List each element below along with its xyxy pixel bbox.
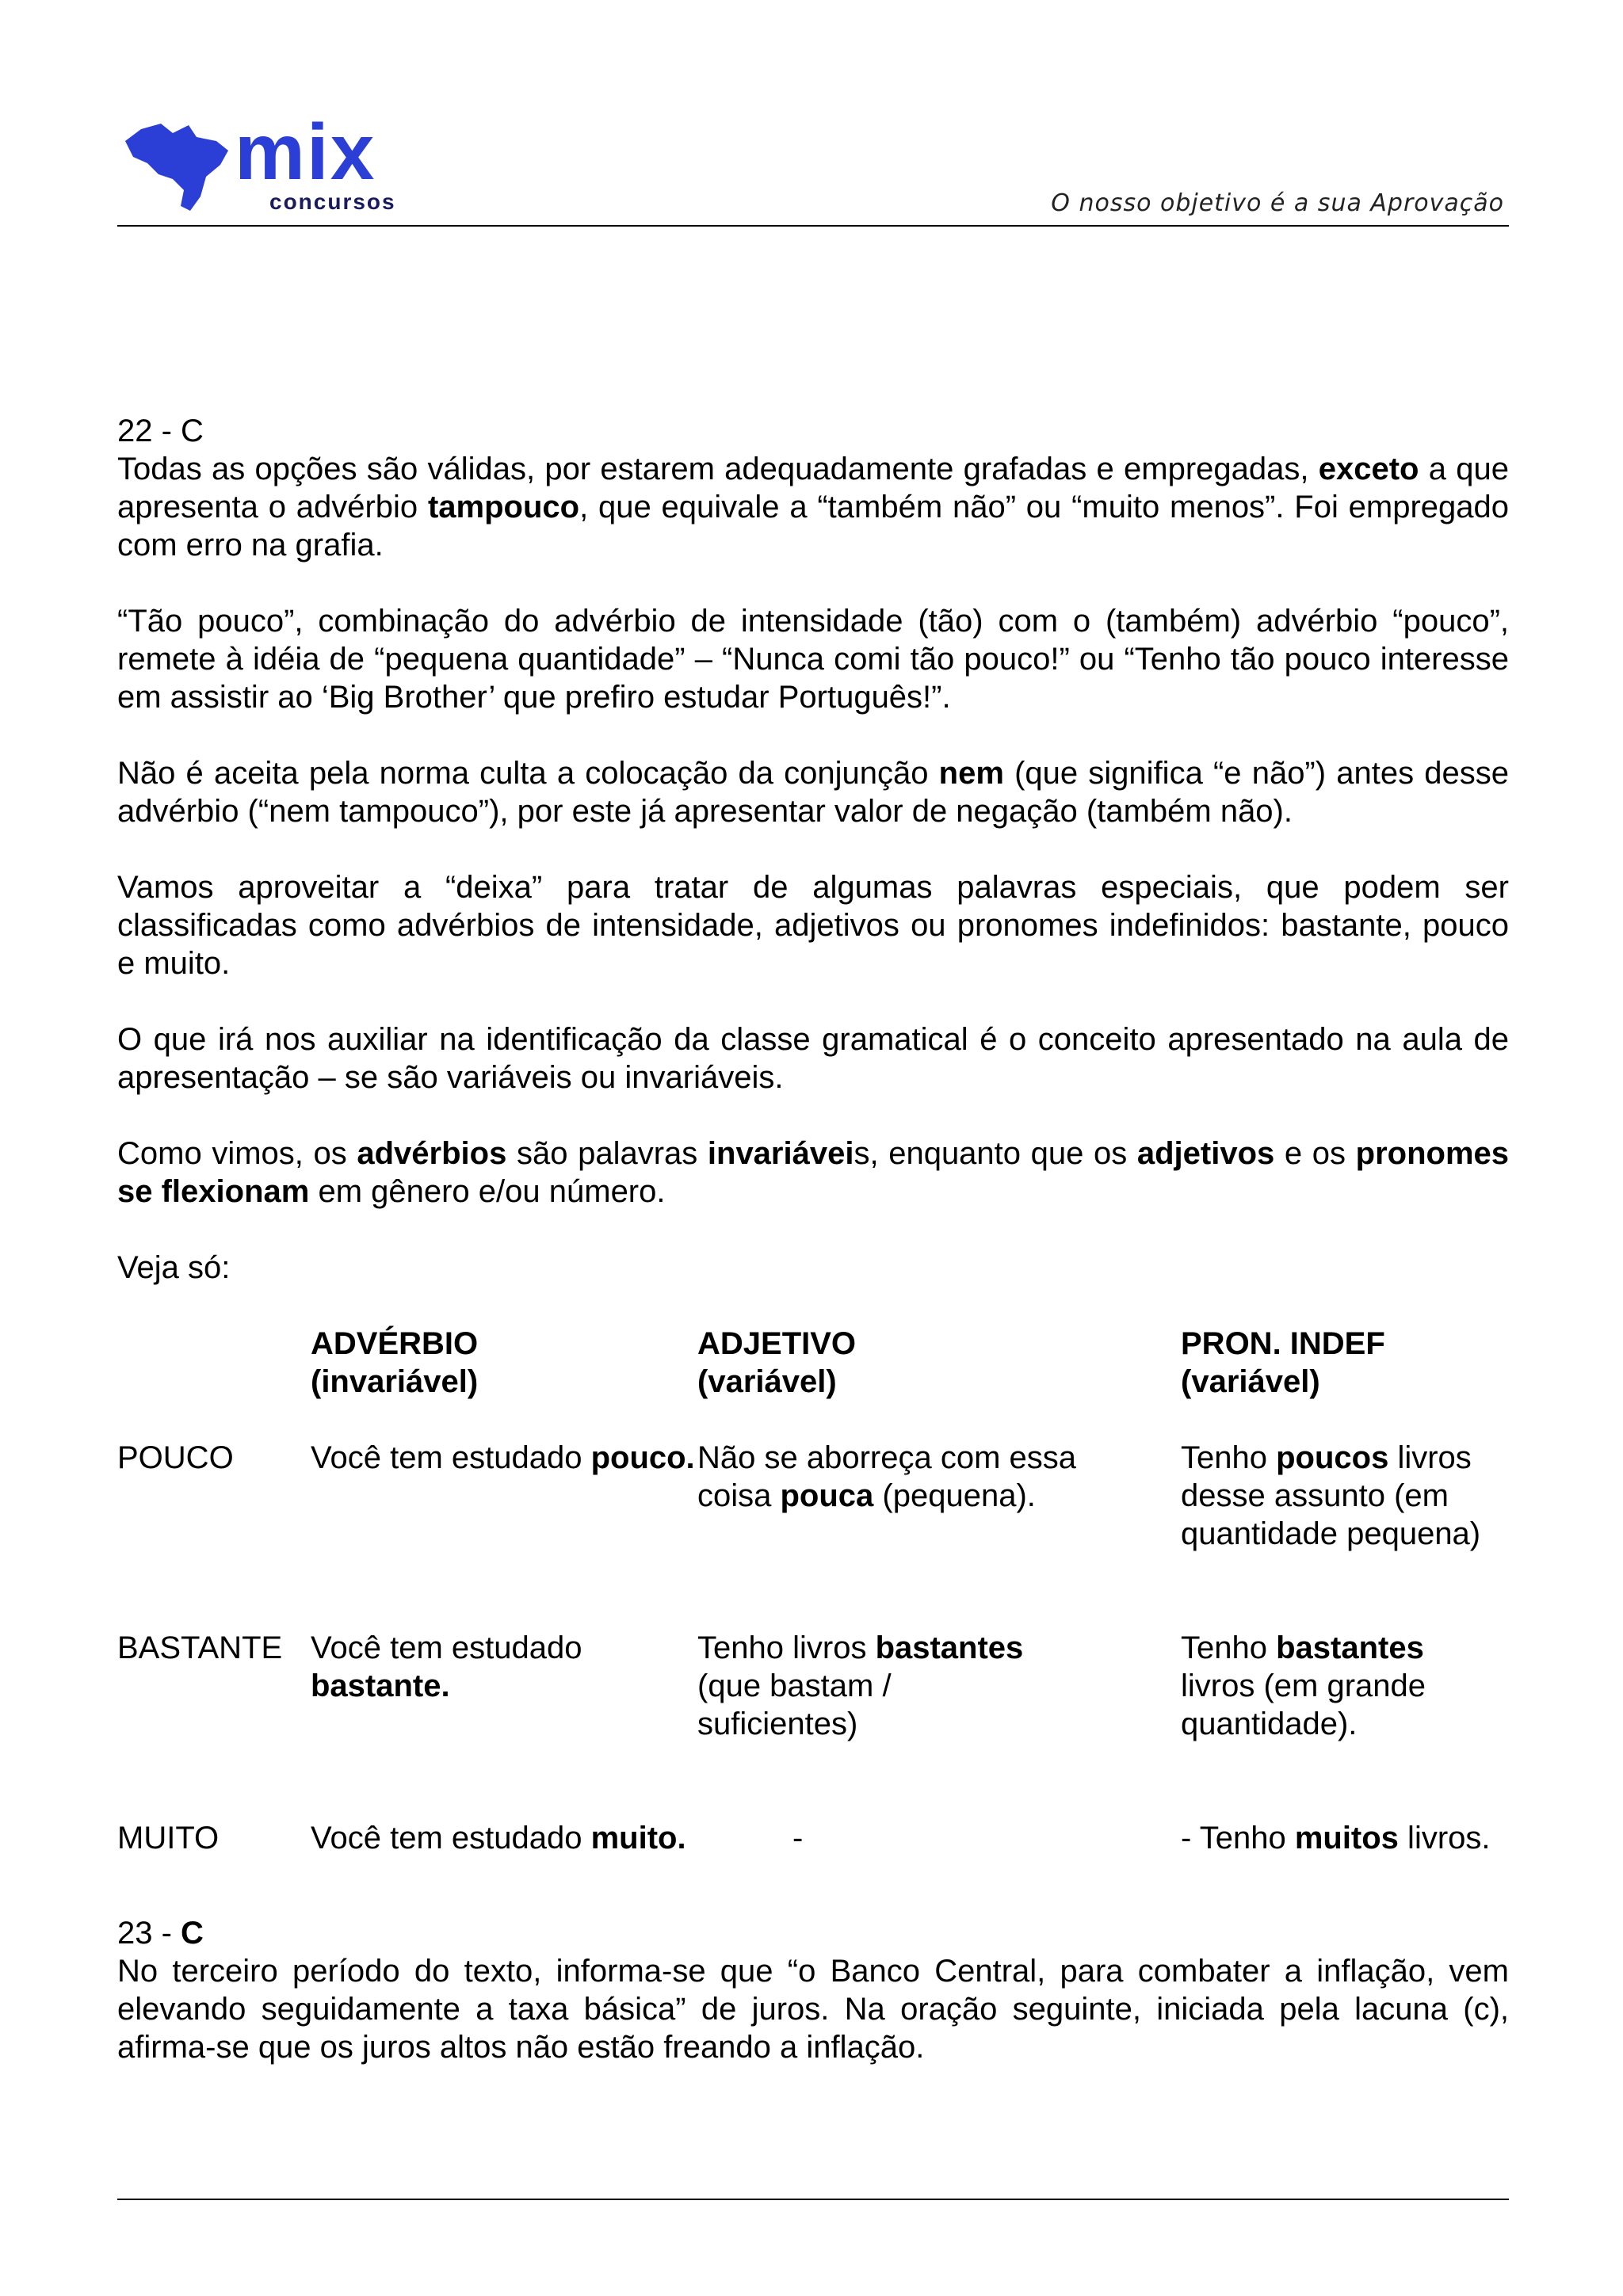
- logo-subtitle: concursos: [269, 189, 396, 214]
- row-label: MUITO: [117, 1821, 220, 1855]
- q22-paragraph-7: Veja só:: [117, 1250, 231, 1285]
- mix-concursos-logo: [117, 101, 418, 220]
- question-23-heading: 23 - C: [117, 1916, 204, 1951]
- cell-adjetivo: Não se aborreça com essa coisa pouca (pequena).: [697, 1440, 1077, 1513]
- q22-paragraph-4: Vamos aproveitar a “deixa” para tratar de algumas palavras especiais, que podem ser classificadas como advérbios de intensidade, adjetivos ou pronomes indefinidos: bastante, pouco e muito.: [117, 870, 1509, 981]
- header-adverbio: ADVÉRBIO (invariável): [311, 1326, 479, 1399]
- cell-pron-indef: - Tenho muitos livros.: [1181, 1821, 1491, 1855]
- cell-adverbio: Você tem estudado bastante.: [311, 1630, 582, 1703]
- q23-paragraph-1: No terceiro período do texto, informa-se que “o Banco Central, para combater a inflação, vem elevando seguidamente a taxa básica” de juros. Na oração seguinte, iniciada pela lacuna (c), afirma-se que os juros altos não estão freando a inflação.: [117, 1954, 1509, 2065]
- table-header-row: [117, 1325, 1509, 1401]
- brazil-map-icon: [125, 124, 228, 211]
- cell-pron-indef: Tenho bastantes livros (em grande quantidade).: [1181, 1630, 1426, 1741]
- logo-word: mix: [235, 108, 376, 196]
- word-class-table: [117, 1325, 1509, 1895]
- cell-adverbio: Você tem estudado muito.: [311, 1821, 686, 1855]
- table-row: [117, 1629, 1509, 1819]
- q22-paragraph-6: Como vimos, os advérbios são palavras invariáveis, enquanto que os adjetivos e os pronomes se flexionam em gênero e/ou número.: [117, 1136, 1509, 1209]
- footer-divider: [117, 2199, 1509, 2200]
- cell-adverbio: Você tem estudado pouco.: [311, 1440, 695, 1475]
- q22-paragraph-5: O que irá nos auxiliar na identificação da classe gramatical é o conceito apresentado na aula de apresentação – se são variáveis ou invariáveis.: [117, 1022, 1509, 1095]
- page-header: [117, 95, 1509, 227]
- q22-paragraph-1: Todas as opções são válidas, por estarem adequadamente grafadas e empregadas, exceto a que apresenta o advérbio tampouco, que equivale a “também não” ou “muito menos”. Foi empregado com erro na grafia.: [117, 452, 1510, 563]
- q22-paragraph-2: “Tão pouco”, combinação do advérbio de intensidade (tão) com o (também) advérbio “pouco”, remete à idéia de “pequena quantidade” – “Nunca comi tão pouco!” ou “Tenho tão pouco interesse em assistir ao ‘Big Brother’ que prefiro estudar Português!”.: [117, 604, 1509, 715]
- row-label: BASTANTE: [117, 1630, 283, 1665]
- cell-adjetivo: -: [792, 1821, 804, 1855]
- cell-pron-indef: Tenho poucos livros desse assunto (em quantidade pequena): [1181, 1440, 1481, 1551]
- page-content: [117, 412, 1509, 2066]
- question-22-heading: 22 - C: [117, 414, 204, 448]
- header-adjetivo: ADJETIVO (variável): [697, 1326, 857, 1399]
- header-pron-indef: PRON. INDEF (variável): [1181, 1326, 1385, 1399]
- header-motto: O nosso objetivo é a sua Aprovação: [1051, 189, 1504, 217]
- q22-paragraph-3: Não é aceita pela norma culta a colocação da conjunção nem (que significa “e não”) antes desse advérbio (“nem tampouco”), por este já apresentar valor de negação (também não).: [117, 756, 1509, 829]
- row-label: POUCO: [117, 1440, 234, 1475]
- table-row: [117, 1819, 1509, 1895]
- table-row: [117, 1439, 1509, 1629]
- cell-adjetivo: Tenho livros bastantes (que bastam / suficientes): [697, 1630, 1024, 1741]
